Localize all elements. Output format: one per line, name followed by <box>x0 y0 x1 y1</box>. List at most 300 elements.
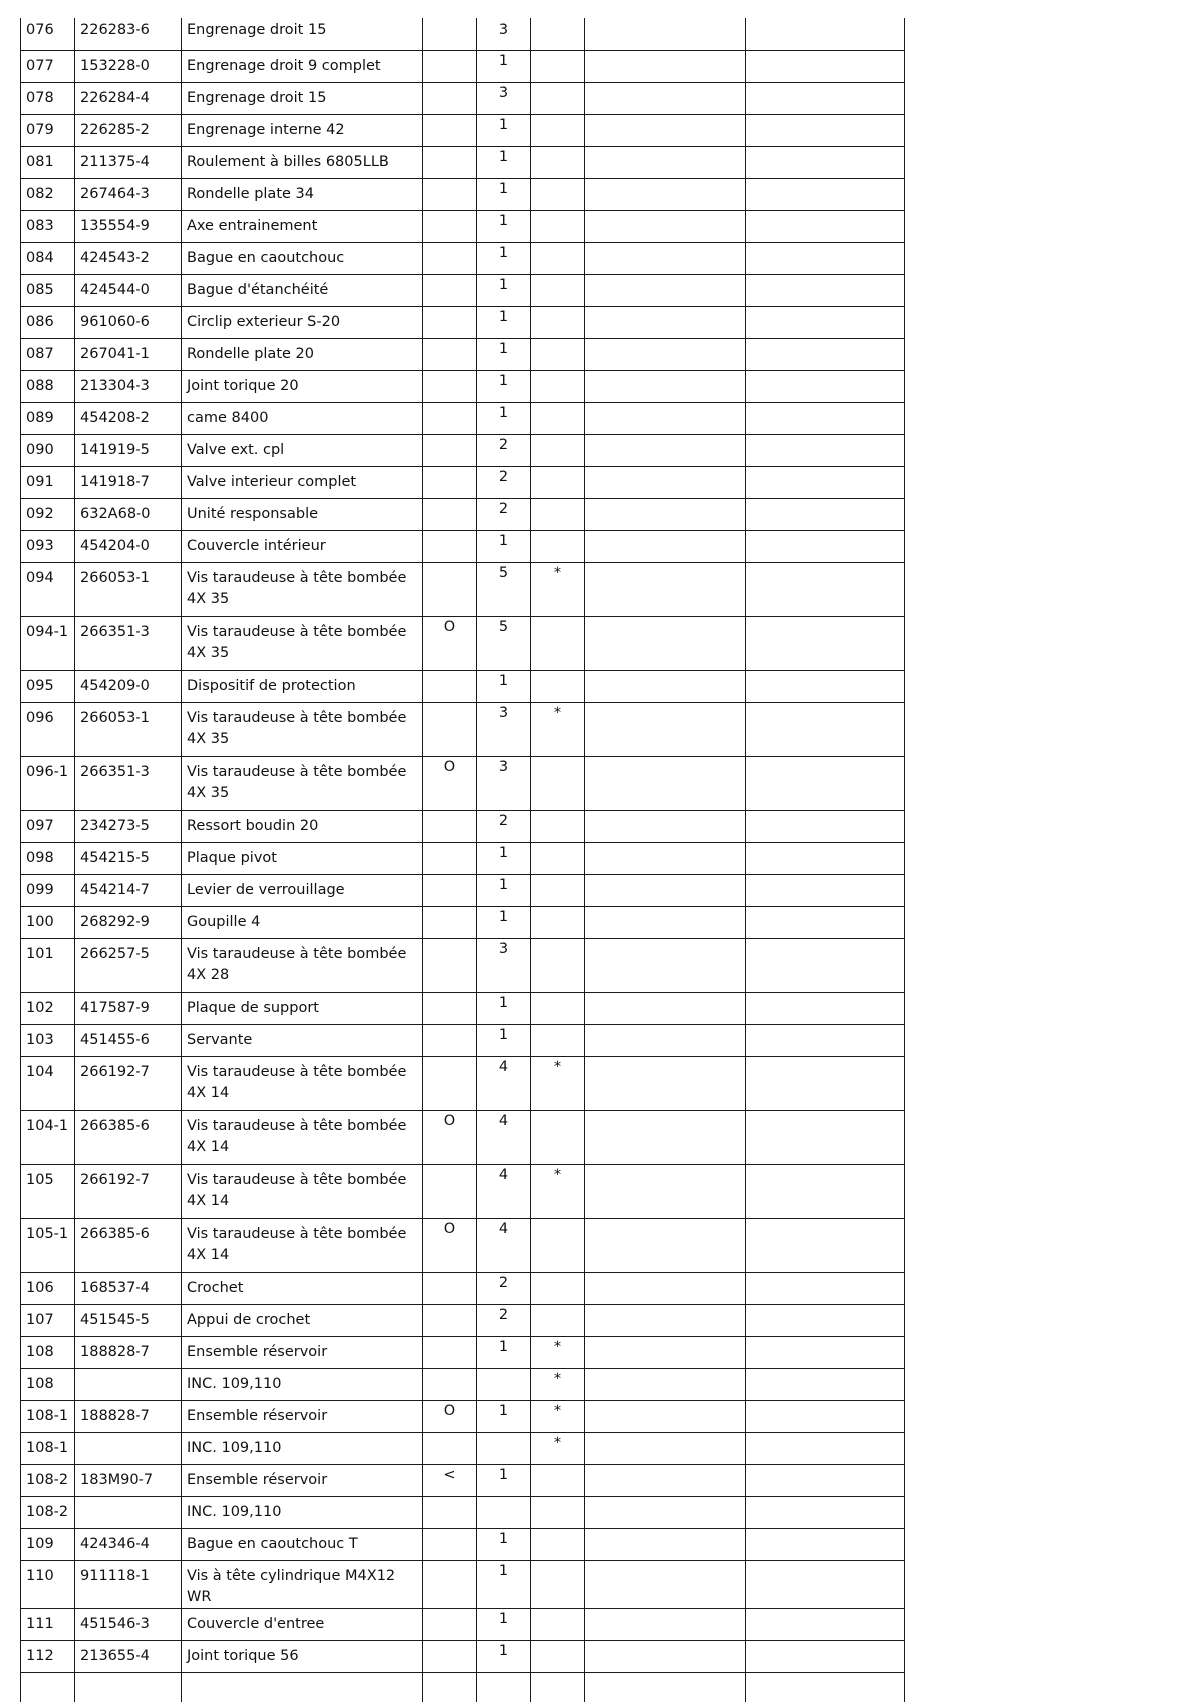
blank-cell <box>746 50 905 82</box>
blank-cell <box>746 338 905 370</box>
note-mark <box>531 1640 585 1672</box>
blank-cell <box>746 1640 905 1672</box>
note-mark <box>531 210 585 242</box>
blank-cell <box>746 1432 905 1464</box>
blank-cell <box>585 906 746 938</box>
blank-cell <box>585 530 746 562</box>
description: Plaque de support <box>182 992 423 1024</box>
blank-cell <box>585 1400 746 1432</box>
table-row <box>21 842 905 874</box>
item-number: 082 <box>21 178 75 210</box>
table-row <box>21 1528 905 1560</box>
note-mark <box>531 616 585 670</box>
blank-cell <box>585 938 746 992</box>
item-number: 094 <box>21 562 75 616</box>
description: Engrenage interne 42 <box>182 114 423 146</box>
description: INC. 109,110 <box>182 1368 423 1400</box>
quantity: 1 <box>477 242 531 274</box>
note-mark <box>531 938 585 992</box>
description: Valve ext. cpl <box>182 434 423 466</box>
note-mark <box>531 274 585 306</box>
blank-cell <box>746 992 905 1024</box>
blank-cell <box>746 1272 905 1304</box>
table-row <box>21 178 905 210</box>
table-row <box>21 50 905 82</box>
table-row <box>21 82 905 114</box>
part-number: 454215-5 <box>75 842 182 874</box>
blank-cell <box>746 178 905 210</box>
quantity: 4 <box>477 1218 531 1272</box>
description: Bague d'étanchéité <box>182 274 423 306</box>
description: Servante <box>182 1024 423 1056</box>
description: Vis taraudeuse à tête bombée 4X 35 <box>182 616 423 670</box>
part-number: 266385-6 <box>75 1218 182 1272</box>
item-number: 091 <box>21 466 75 498</box>
blank-cell <box>585 1336 746 1368</box>
note-mark <box>531 874 585 906</box>
note-mark <box>531 1464 585 1496</box>
note-mark: * <box>531 1336 585 1368</box>
table-row <box>21 242 905 274</box>
table-row <box>21 306 905 338</box>
indicator <box>423 242 477 274</box>
description: Ensemble réservoir <box>182 1400 423 1432</box>
blank-cell <box>585 1218 746 1272</box>
indicator <box>423 82 477 114</box>
blank-cell <box>746 1164 905 1218</box>
blank-cell <box>75 1672 182 1702</box>
quantity: 2 <box>477 810 531 842</box>
description: Circlip exterieur S-20 <box>182 306 423 338</box>
table-row <box>21 1218 905 1272</box>
note-mark <box>531 1560 585 1608</box>
blank-cell <box>746 242 905 274</box>
part-number: 451546-3 <box>75 1608 182 1640</box>
quantity: 2 <box>477 434 531 466</box>
blank-cell <box>746 702 905 756</box>
quantity: 1 <box>477 530 531 562</box>
blank-cell <box>585 1608 746 1640</box>
note-mark <box>531 670 585 702</box>
description: Unité responsable <box>182 498 423 530</box>
note-mark <box>531 1024 585 1056</box>
part-number: 141919-5 <box>75 434 182 466</box>
note-mark <box>531 1528 585 1560</box>
indicator <box>423 274 477 306</box>
item-number: 108-1 <box>21 1400 75 1432</box>
blank-cell <box>585 1110 746 1164</box>
quantity: 4 <box>477 1056 531 1110</box>
description: INC. 109,110 <box>182 1496 423 1528</box>
quantity: 3 <box>477 82 531 114</box>
quantity: 1 <box>477 178 531 210</box>
table-row <box>21 1304 905 1336</box>
blank-cell <box>585 616 746 670</box>
description: Valve interieur complet <box>182 466 423 498</box>
quantity: 1 <box>477 842 531 874</box>
item-number: 081 <box>21 146 75 178</box>
table-row <box>21 1432 905 1464</box>
part-number: 226283-6 <box>75 18 182 50</box>
blank-cell <box>746 530 905 562</box>
table-row <box>21 1640 905 1672</box>
blank-cell <box>746 1336 905 1368</box>
table-row <box>21 338 905 370</box>
table-row <box>21 530 905 562</box>
part-number: 424544-0 <box>75 274 182 306</box>
description: Crochet <box>182 1272 423 1304</box>
item-number: 111 <box>21 1608 75 1640</box>
table-row <box>21 756 905 810</box>
table-row <box>21 370 905 402</box>
description: Rondelle plate 34 <box>182 178 423 210</box>
item-number: 092 <box>21 498 75 530</box>
note-mark <box>531 992 585 1024</box>
indicator <box>423 466 477 498</box>
indicator <box>423 1432 477 1464</box>
item-number: 096 <box>21 702 75 756</box>
item-number: 105-1 <box>21 1218 75 1272</box>
indicator <box>423 18 477 50</box>
quantity: 1 <box>477 874 531 906</box>
description: Appui de crochet <box>182 1304 423 1336</box>
indicator: O <box>423 756 477 810</box>
indicator <box>423 50 477 82</box>
item-number: 108 <box>21 1336 75 1368</box>
description: Vis taraudeuse à tête bombée 4X 14 <box>182 1056 423 1110</box>
indicator <box>423 1164 477 1218</box>
blank-cell <box>585 178 746 210</box>
description: Bague en caoutchouc <box>182 242 423 274</box>
indicator <box>423 434 477 466</box>
blank-cell <box>585 18 746 50</box>
table-row <box>21 1272 905 1304</box>
quantity: 1 <box>477 146 531 178</box>
indicator <box>423 1056 477 1110</box>
part-number: 454204-0 <box>75 530 182 562</box>
blank-cell <box>746 1056 905 1110</box>
note-mark: * <box>531 1056 585 1110</box>
table-row <box>21 498 905 530</box>
part-number: 454208-2 <box>75 402 182 434</box>
note-mark <box>531 82 585 114</box>
note-mark <box>531 1218 585 1272</box>
blank-cell <box>585 50 746 82</box>
blank-cell <box>585 756 746 810</box>
note-mark <box>531 1272 585 1304</box>
description: Axe entrainement <box>182 210 423 242</box>
blank-cell <box>746 274 905 306</box>
part-number: 266053-1 <box>75 702 182 756</box>
indicator: O <box>423 1400 477 1432</box>
quantity: 1 <box>477 50 531 82</box>
part-number: 266053-1 <box>75 562 182 616</box>
note-mark <box>531 434 585 466</box>
quantity: 1 <box>477 1400 531 1432</box>
table-row <box>21 1024 905 1056</box>
blank-cell <box>746 402 905 434</box>
blank-cell <box>746 1218 905 1272</box>
item-number: 077 <box>21 50 75 82</box>
item-number: 095 <box>21 670 75 702</box>
indicator <box>423 530 477 562</box>
part-number: 424346-4 <box>75 1528 182 1560</box>
table-row <box>21 992 905 1024</box>
item-number: 103 <box>21 1024 75 1056</box>
quantity: 1 <box>477 1528 531 1560</box>
indicator: O <box>423 616 477 670</box>
table-row <box>21 616 905 670</box>
blank-cell <box>746 938 905 992</box>
item-number: 094-1 <box>21 616 75 670</box>
blank-cell <box>585 810 746 842</box>
part-number: 135554-9 <box>75 210 182 242</box>
quantity: 2 <box>477 466 531 498</box>
table-row <box>21 1164 905 1218</box>
part-number: 234273-5 <box>75 810 182 842</box>
description: Ressort boudin 20 <box>182 810 423 842</box>
blank-cell <box>746 434 905 466</box>
item-number: 108-2 <box>21 1464 75 1496</box>
item-number: 101 <box>21 938 75 992</box>
part-number <box>75 1432 182 1464</box>
blank-cell <box>746 1400 905 1432</box>
part-number: 188828-7 <box>75 1400 182 1432</box>
description: Engrenage droit 15 <box>182 82 423 114</box>
part-number: 188828-7 <box>75 1336 182 1368</box>
indicator <box>423 338 477 370</box>
blank-cell <box>746 670 905 702</box>
item-number: 088 <box>21 370 75 402</box>
blank-cell <box>182 1672 423 1702</box>
table-row <box>21 1496 905 1528</box>
description: Ensemble réservoir <box>182 1336 423 1368</box>
part-number: 961060-6 <box>75 306 182 338</box>
blank-cell <box>746 874 905 906</box>
blank-cell <box>585 1496 746 1528</box>
part-number: 266257-5 <box>75 938 182 992</box>
blank-cell <box>585 306 746 338</box>
description: Joint torique 20 <box>182 370 423 402</box>
blank-cell <box>746 842 905 874</box>
item-number: 090 <box>21 434 75 466</box>
blank-cell <box>585 82 746 114</box>
description: Vis taraudeuse à tête bombée 4X 35 <box>182 702 423 756</box>
blank-cell <box>746 466 905 498</box>
part-number: 632A68-0 <box>75 498 182 530</box>
indicator <box>423 210 477 242</box>
part-number: 266192-7 <box>75 1164 182 1218</box>
indicator <box>423 1336 477 1368</box>
note-mark: * <box>531 1400 585 1432</box>
part-number: 183M90-7 <box>75 1464 182 1496</box>
quantity <box>477 1432 531 1464</box>
note-mark: * <box>531 562 585 616</box>
indicator <box>423 1368 477 1400</box>
blank-cell <box>585 434 746 466</box>
item-number: 112 <box>21 1640 75 1672</box>
blank-cell <box>746 306 905 338</box>
blank-cell <box>746 616 905 670</box>
blank-cell <box>746 1560 905 1608</box>
table-row <box>21 906 905 938</box>
blank-cell <box>746 370 905 402</box>
note-mark <box>531 1496 585 1528</box>
indicator: O <box>423 1110 477 1164</box>
description: Plaque pivot <box>182 842 423 874</box>
description: Bague en caoutchouc T <box>182 1528 423 1560</box>
note-mark <box>531 50 585 82</box>
blank-cell <box>746 18 905 50</box>
indicator: O <box>423 1218 477 1272</box>
description: Engrenage droit 9 complet <box>182 50 423 82</box>
part-number <box>75 1496 182 1528</box>
quantity: 2 <box>477 1304 531 1336</box>
indicator <box>423 146 477 178</box>
blank-cell <box>585 842 746 874</box>
blank-cell <box>746 114 905 146</box>
table-row <box>21 1560 905 1608</box>
table-row <box>21 1368 905 1400</box>
table-row <box>21 1336 905 1368</box>
note-mark: * <box>531 1164 585 1218</box>
item-number: 086 <box>21 306 75 338</box>
item-number: 096-1 <box>21 756 75 810</box>
indicator <box>423 1640 477 1672</box>
blank-cell <box>21 1672 75 1702</box>
blank-cell <box>746 498 905 530</box>
blank-cell <box>746 562 905 616</box>
item-number: 108 <box>21 1368 75 1400</box>
description: Rondelle plate 20 <box>182 338 423 370</box>
quantity: 1 <box>477 274 531 306</box>
indicator <box>423 810 477 842</box>
quantity: 4 <box>477 1164 531 1218</box>
note-mark <box>531 146 585 178</box>
description: Joint torique 56 <box>182 1640 423 1672</box>
quantity: 3 <box>477 702 531 756</box>
part-number: 266351-3 <box>75 616 182 670</box>
part-number: 267464-3 <box>75 178 182 210</box>
quantity: 1 <box>477 114 531 146</box>
blank-cell <box>746 810 905 842</box>
blank-cell <box>585 338 746 370</box>
blank-cell <box>746 1024 905 1056</box>
blank-cell <box>746 1110 905 1164</box>
item-number: 089 <box>21 402 75 434</box>
quantity: 1 <box>477 992 531 1024</box>
part-number: 424543-2 <box>75 242 182 274</box>
table-row <box>21 938 905 992</box>
blank-cell <box>585 114 746 146</box>
blank-cell <box>585 1432 746 1464</box>
indicator <box>423 498 477 530</box>
note-mark <box>531 530 585 562</box>
indicator <box>423 1608 477 1640</box>
blank-cell <box>746 210 905 242</box>
blank-cell <box>585 1640 746 1672</box>
table-row <box>21 274 905 306</box>
note-mark <box>531 1608 585 1640</box>
item-number: 084 <box>21 242 75 274</box>
item-number: 079 <box>21 114 75 146</box>
note-mark <box>531 810 585 842</box>
part-number: 454209-0 <box>75 670 182 702</box>
quantity: 1 <box>477 1464 531 1496</box>
part-number: 267041-1 <box>75 338 182 370</box>
item-number: 105 <box>21 1164 75 1218</box>
blank-cell <box>585 670 746 702</box>
table-row <box>21 1608 905 1640</box>
description: Vis à tête cylindrique M4X12 WR <box>182 1560 423 1608</box>
blank-cell <box>585 992 746 1024</box>
quantity: 5 <box>477 616 531 670</box>
item-number: 109 <box>21 1528 75 1560</box>
part-number: 226284-4 <box>75 82 182 114</box>
note-mark <box>531 466 585 498</box>
item-number: 104 <box>21 1056 75 1110</box>
table-row <box>21 874 905 906</box>
blank-cell <box>585 1368 746 1400</box>
description: Vis taraudeuse à tête bombée 4X 28 <box>182 938 423 992</box>
note-mark <box>531 114 585 146</box>
table-row <box>21 1056 905 1110</box>
description: Vis taraudeuse à tête bombée 4X 35 <box>182 562 423 616</box>
table-row-continuation <box>21 1672 905 1702</box>
description: Roulement à billes 6805LLB <box>182 146 423 178</box>
blank-cell <box>585 242 746 274</box>
item-number: 106 <box>21 1272 75 1304</box>
description: Dispositif de protection <box>182 670 423 702</box>
quantity: 1 <box>477 1560 531 1608</box>
description: Engrenage droit 15 <box>182 18 423 50</box>
table-row <box>21 1110 905 1164</box>
part-number: 451455-6 <box>75 1024 182 1056</box>
item-number: 087 <box>21 338 75 370</box>
quantity: 1 <box>477 1336 531 1368</box>
item-number: 104-1 <box>21 1110 75 1164</box>
quantity: 2 <box>477 498 531 530</box>
quantity: 4 <box>477 1110 531 1164</box>
blank-cell <box>585 498 746 530</box>
table-row <box>21 702 905 756</box>
table-row <box>21 402 905 434</box>
part-number: 454214-7 <box>75 874 182 906</box>
blank-cell <box>585 1304 746 1336</box>
blank-cell <box>585 874 746 906</box>
blank-cell <box>746 1608 905 1640</box>
indicator <box>423 874 477 906</box>
blank-cell <box>585 402 746 434</box>
blank-cell <box>585 1560 746 1608</box>
table-row <box>21 670 905 702</box>
quantity: 3 <box>477 938 531 992</box>
note-mark <box>531 1110 585 1164</box>
description: Vis taraudeuse à tête bombée 4X 35 <box>182 756 423 810</box>
item-number: 076 <box>21 18 75 50</box>
indicator <box>423 992 477 1024</box>
blank-cell <box>746 1304 905 1336</box>
indicator <box>423 562 477 616</box>
table-row <box>21 466 905 498</box>
blank-cell <box>423 1672 477 1702</box>
description: INC. 109,110 <box>182 1432 423 1464</box>
note-mark: * <box>531 702 585 756</box>
indicator <box>423 178 477 210</box>
blank-cell <box>746 1672 905 1702</box>
quantity: 1 <box>477 1640 531 1672</box>
quantity: 1 <box>477 670 531 702</box>
